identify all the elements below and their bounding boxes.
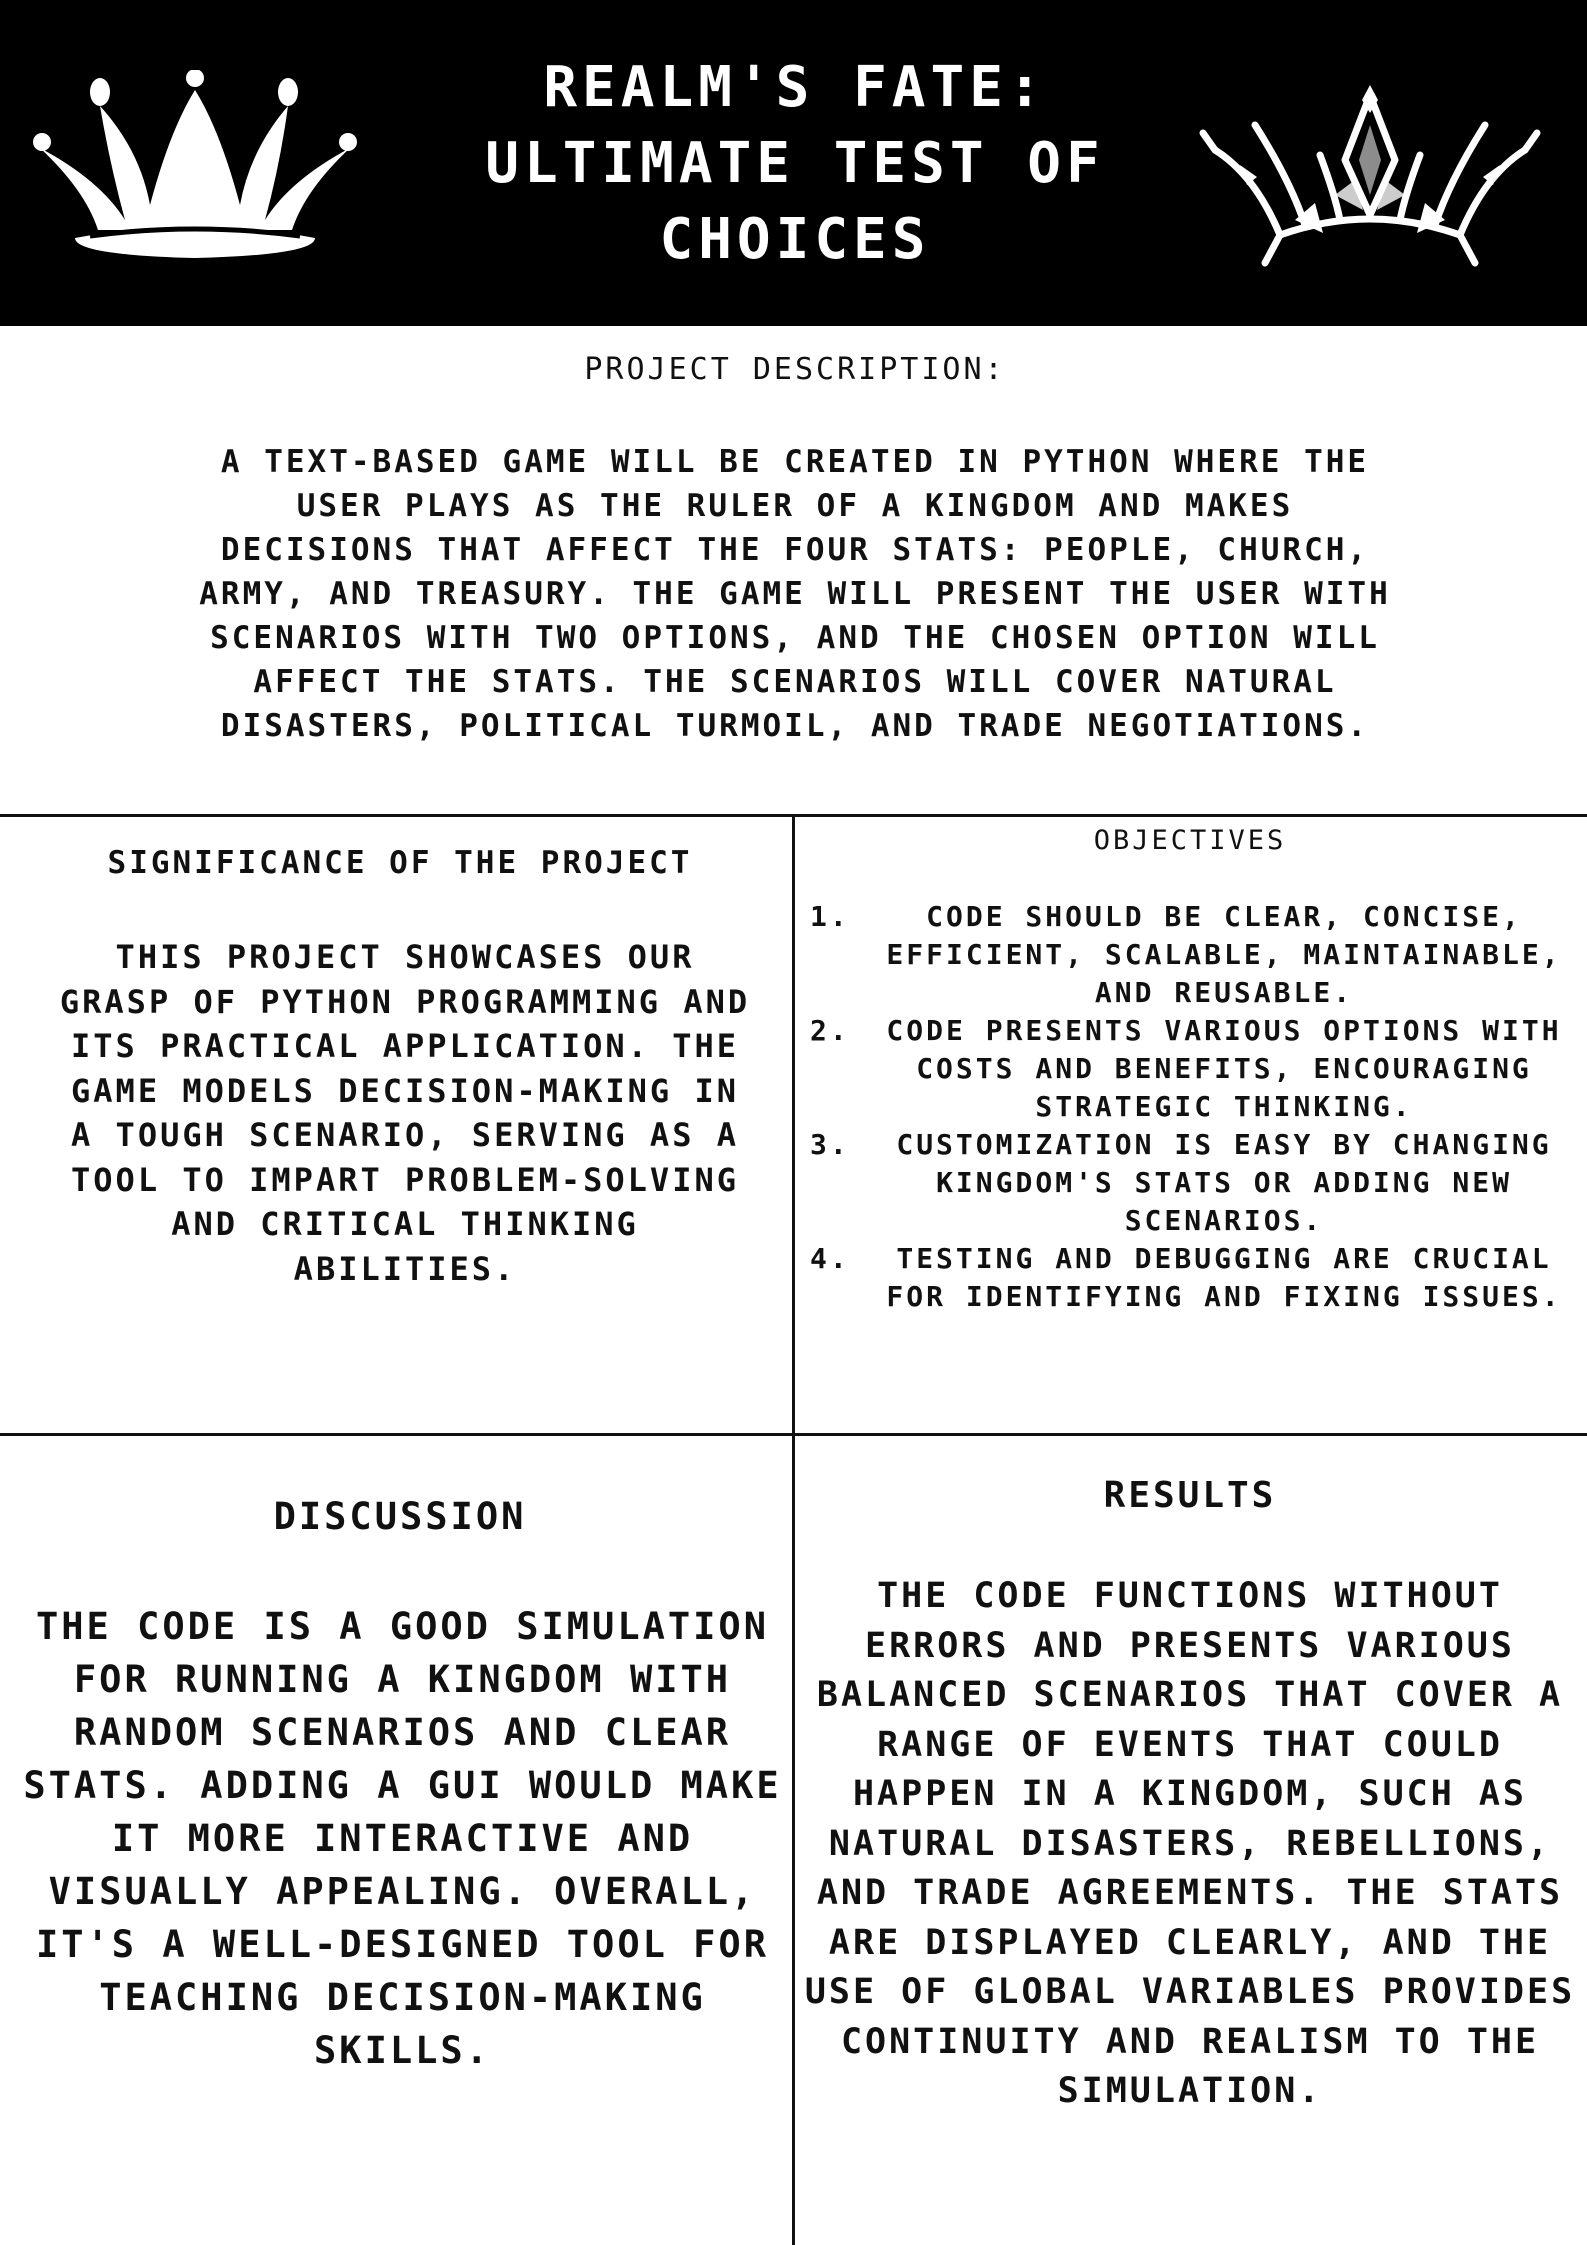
crown-icon xyxy=(30,70,360,260)
objective-item: 2. CODE PRESENTS VARIOUS OPTIONS WITH COSTS AND BENEFITS, ENCOURAGING STRATEGIC THINKING. xyxy=(810,1014,1562,1123)
objective-item: 4. TESTING AND DEBUGGING ARE CRUCIAL FOR IDENTIFYING AND FIXING ISSUES. xyxy=(810,1242,1562,1313)
discussion-body: THE CODE IS A GOOD SIMULATION FOR RUNNING A KINGDOM WITH RANDOM SCENARIOS AND CLEAR STATS. ADDING A GUI WOULD MAKE IT MORE INTERACTIVE AND VISUALLY APPEALING. OVERALL, IT'S A WELL-DESIGNED TOOL FOR TEACHING DECISION-MAKING SKILLS. xyxy=(23,1605,782,2072)
header-banner xyxy=(0,0,1587,326)
description-body: A TEXT-BASED GAME WILL BE CREATED IN PYTHON WHERE THE USER PLAYS AS THE RULER OF A KINGDOM AND MAKES DECISIONS THAT AFFECT THE FOUR STATS: PEOPLE, CHURCH, ARMY, AND TREASURY. THE GAME WILL PRESENT THE USER WITH SCENARIOS WITH TWO OPTIONS, AND THE CHOSEN OPTION WILL AFFECT THE STATS. THE SCENARIOS WILL COVER NATURAL DISASTERS, POLITICAL TURMOIL, AND TRADE NEGOTIATIONS. xyxy=(199,444,1391,744)
title-line-2: ULTIMATE TEST OF xyxy=(485,131,1105,196)
objectives-heading: OBJECTIVES xyxy=(1093,825,1287,856)
poster-title xyxy=(400,50,1190,278)
description-heading: PROJECT DESCRIPTION: xyxy=(584,352,1006,387)
ornate-crown-icon xyxy=(1195,85,1545,270)
significance-body: THIS PROJECT SHOWCASES OUR GRASP OF PYTHON PROGRAMMING AND ITS PRACTICAL APPLICATION. THE GAME MODELS DECISION-MAKING IN A TOUGH SCENARIO, SERVING AS A TOOL TO IMPART PROBLEM-SOLVING AND CRITICAL THINKING ABILITIES. xyxy=(59,938,751,1288)
objectives-list xyxy=(810,898,1580,1316)
divider-vertical xyxy=(792,814,795,2245)
results-heading: RESULTS xyxy=(1103,1475,1277,1516)
title-line-1: REALM'S FATE: xyxy=(543,55,1047,120)
title-line-3: CHOICES xyxy=(659,207,931,272)
significance-heading: SIGNIFICANCE OF THE PROJECT xyxy=(107,845,693,881)
results-body: THE CODE FUNCTIONS WITHOUT ERRORS AND PRESENTS VARIOUS BALANCED SCENARIOS THAT COVER A RANGE OF EVENTS THAT COULD HAPPEN IN A KINGDOM, SUCH AS NATURAL DISASTERS, REBELLIONS, AND TRADE AGREEMENTS. THE STATS ARE DISPLAYED CLEARLY, AND THE USE OF GLOBAL VARIABLES PROVIDES CONTINUITY AND REALISM TO THE SIMULATION. xyxy=(804,1576,1576,2111)
objective-item: 3. CUSTOMIZATION IS EASY BY CHANGING KINGDOM'S STATS OR ADDING NEW SCENARIOS. xyxy=(810,1128,1552,1237)
objective-item: 1. CODE SHOULD BE CLEAR, CONCISE, EFFICIENT, SCALABLE, MAINTAINABLE, AND REUSABLE. xyxy=(810,900,1562,1009)
discussion-heading: DISCUSSION xyxy=(273,1495,527,1538)
